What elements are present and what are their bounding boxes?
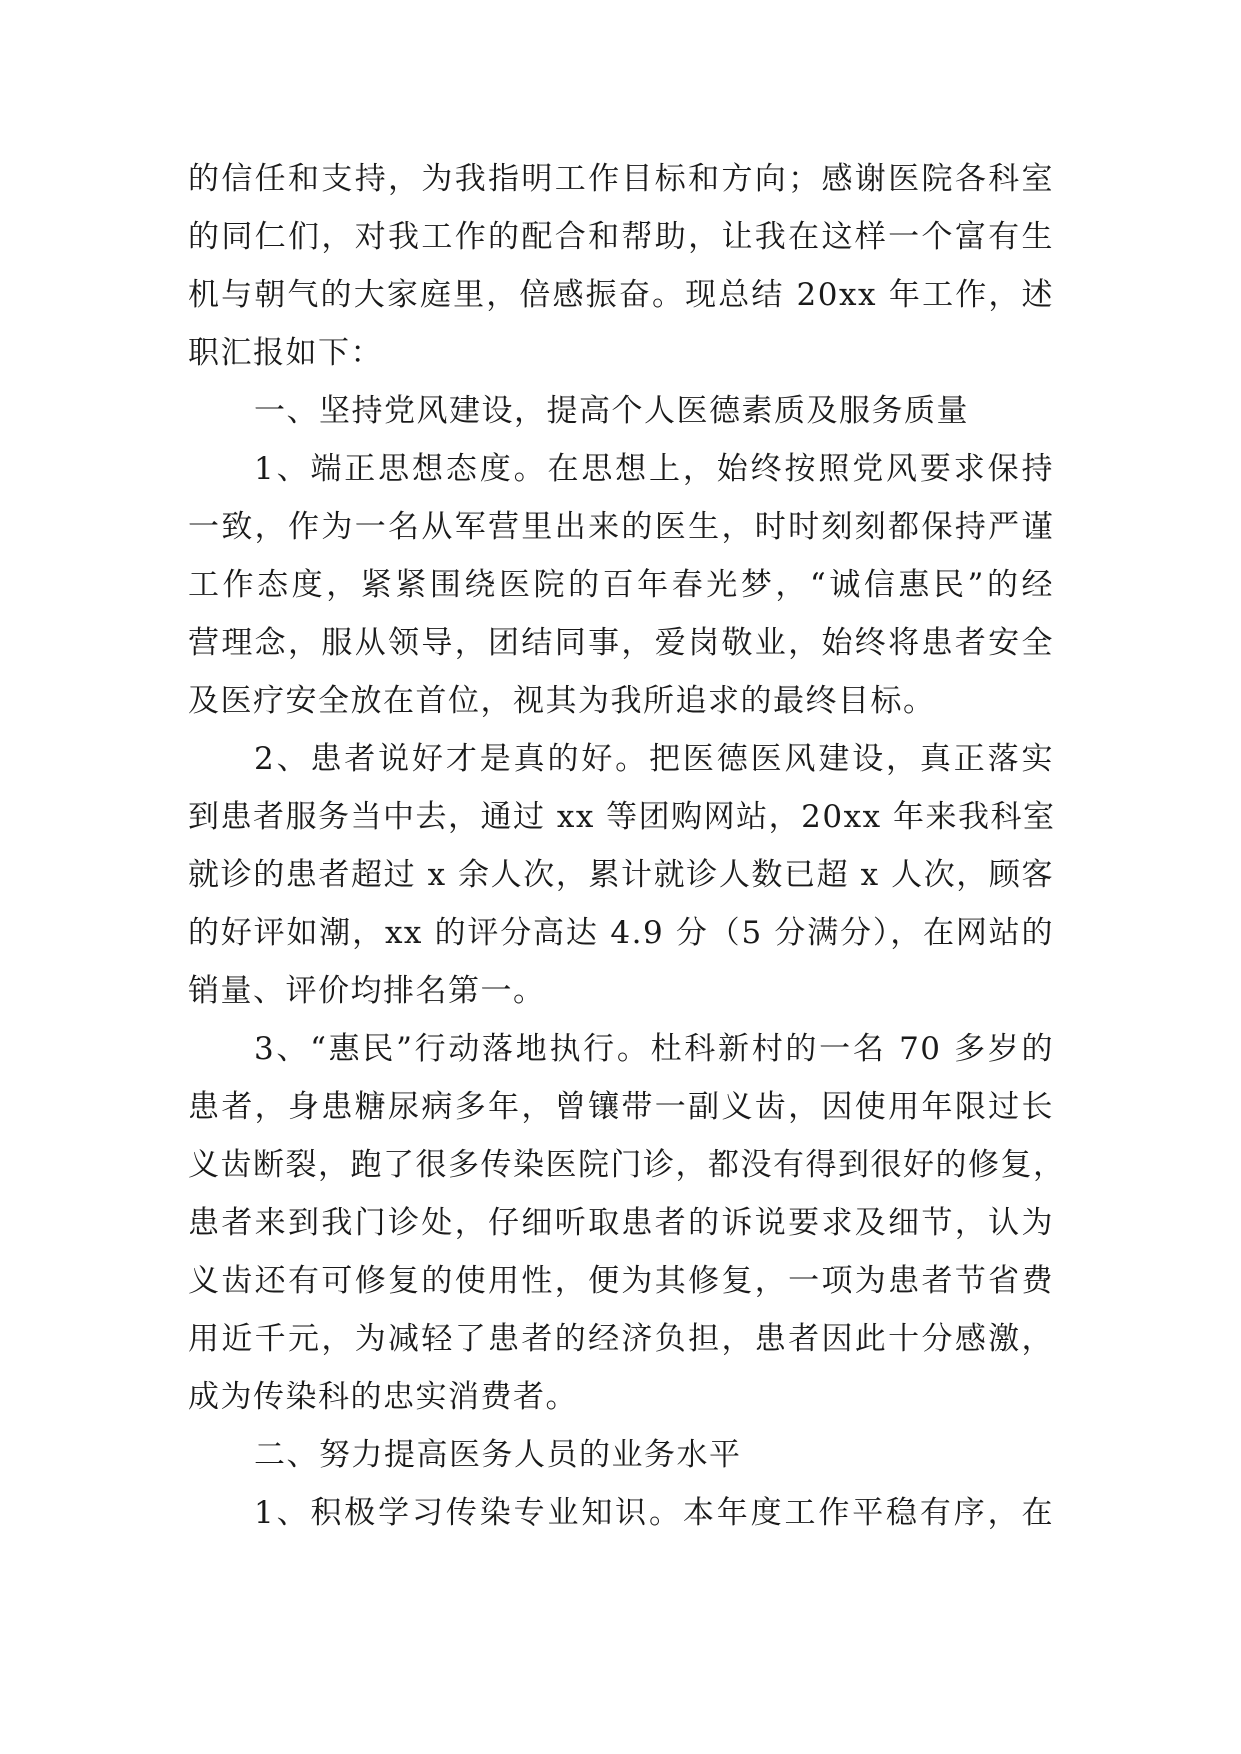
paragraph-line: 就诊的患者超过 x 余人次，累计就诊人数已超 x 人次，顾客 xyxy=(188,857,1054,893)
paragraph-line: 的信任和支持，为我指明工作目标和方向；感谢医院各科室 xyxy=(188,161,1054,197)
paragraph-line: 2、患者说好才是真的好。把医德医风建设，真正落实 xyxy=(254,741,1054,777)
paragraph-line: 患者，身患糖尿病多年，曾镶带一副义齿，因使用年限过长 xyxy=(188,1089,1054,1125)
paragraph-line: 的好评如潮，xx 的评分高达 4.9 分（5 分满分），在网站的 xyxy=(188,915,1054,951)
section-heading: 一、坚持党风建设，提高个人医德素质及服务质量 xyxy=(254,393,969,429)
paragraph-line: 职汇报如下： xyxy=(188,335,383,371)
paragraph-line: 成为传染科的忠实消费者。 xyxy=(188,1379,578,1415)
paragraph-line: 义齿断裂，跑了很多传染医院门诊，都没有得到很好的修复， xyxy=(188,1147,1066,1183)
paragraph-line: 义齿还有可修复的使用性，便为其修复，一项为患者节省费 xyxy=(188,1263,1054,1299)
section-heading: 二、努力提高医务人员的业务水平 xyxy=(254,1437,742,1473)
paragraph-line: 机与朝气的大家庭里，倍感振奋。现总结 20xx 年工作，述 xyxy=(188,277,1054,313)
paragraph-line: 患者来到我门诊处，仔细听取患者的诉说要求及细节，认为 xyxy=(188,1205,1054,1241)
paragraph-line: 3、“惠民”行动落地执行。杜科新村的一名 70 多岁的 xyxy=(254,1031,1054,1067)
paragraph-line: 一致，作为一名从军营里出来的医生，时时刻刻都保持严谨 xyxy=(188,509,1054,545)
paragraph-line: 工作态度，紧紧围绕医院的百年春光梦，“诚信惠民”的经 xyxy=(188,567,1054,603)
paragraph-line: 的同仁们，对我工作的配合和帮助，让我在这样一个富有生 xyxy=(188,219,1054,255)
document-page xyxy=(188,150,1066,1542)
paragraph-line: 到患者服务当中去，通过 xx 等团购网站，20xx 年来我科室 xyxy=(188,799,1056,835)
paragraph-line: 及医疗安全放在首位，视其为我所追求的最终目标。 xyxy=(188,683,936,719)
paragraph-line: 1、积极学习传染专业知识。本年度工作平稳有序，在 xyxy=(254,1495,1054,1531)
paragraph-line: 销量、评价均排名第一。 xyxy=(188,973,546,1009)
paragraph-line: 用近千元，为减轻了患者的经济负担，患者因此十分感激， xyxy=(188,1321,1054,1357)
paragraph-line: 1、端正思想态度。在思想上，始终按照党风要求保持 xyxy=(254,451,1054,487)
paragraph-line: 营理念，服从领导，团结同事，爱岗敬业，始终将患者安全 xyxy=(188,625,1054,661)
